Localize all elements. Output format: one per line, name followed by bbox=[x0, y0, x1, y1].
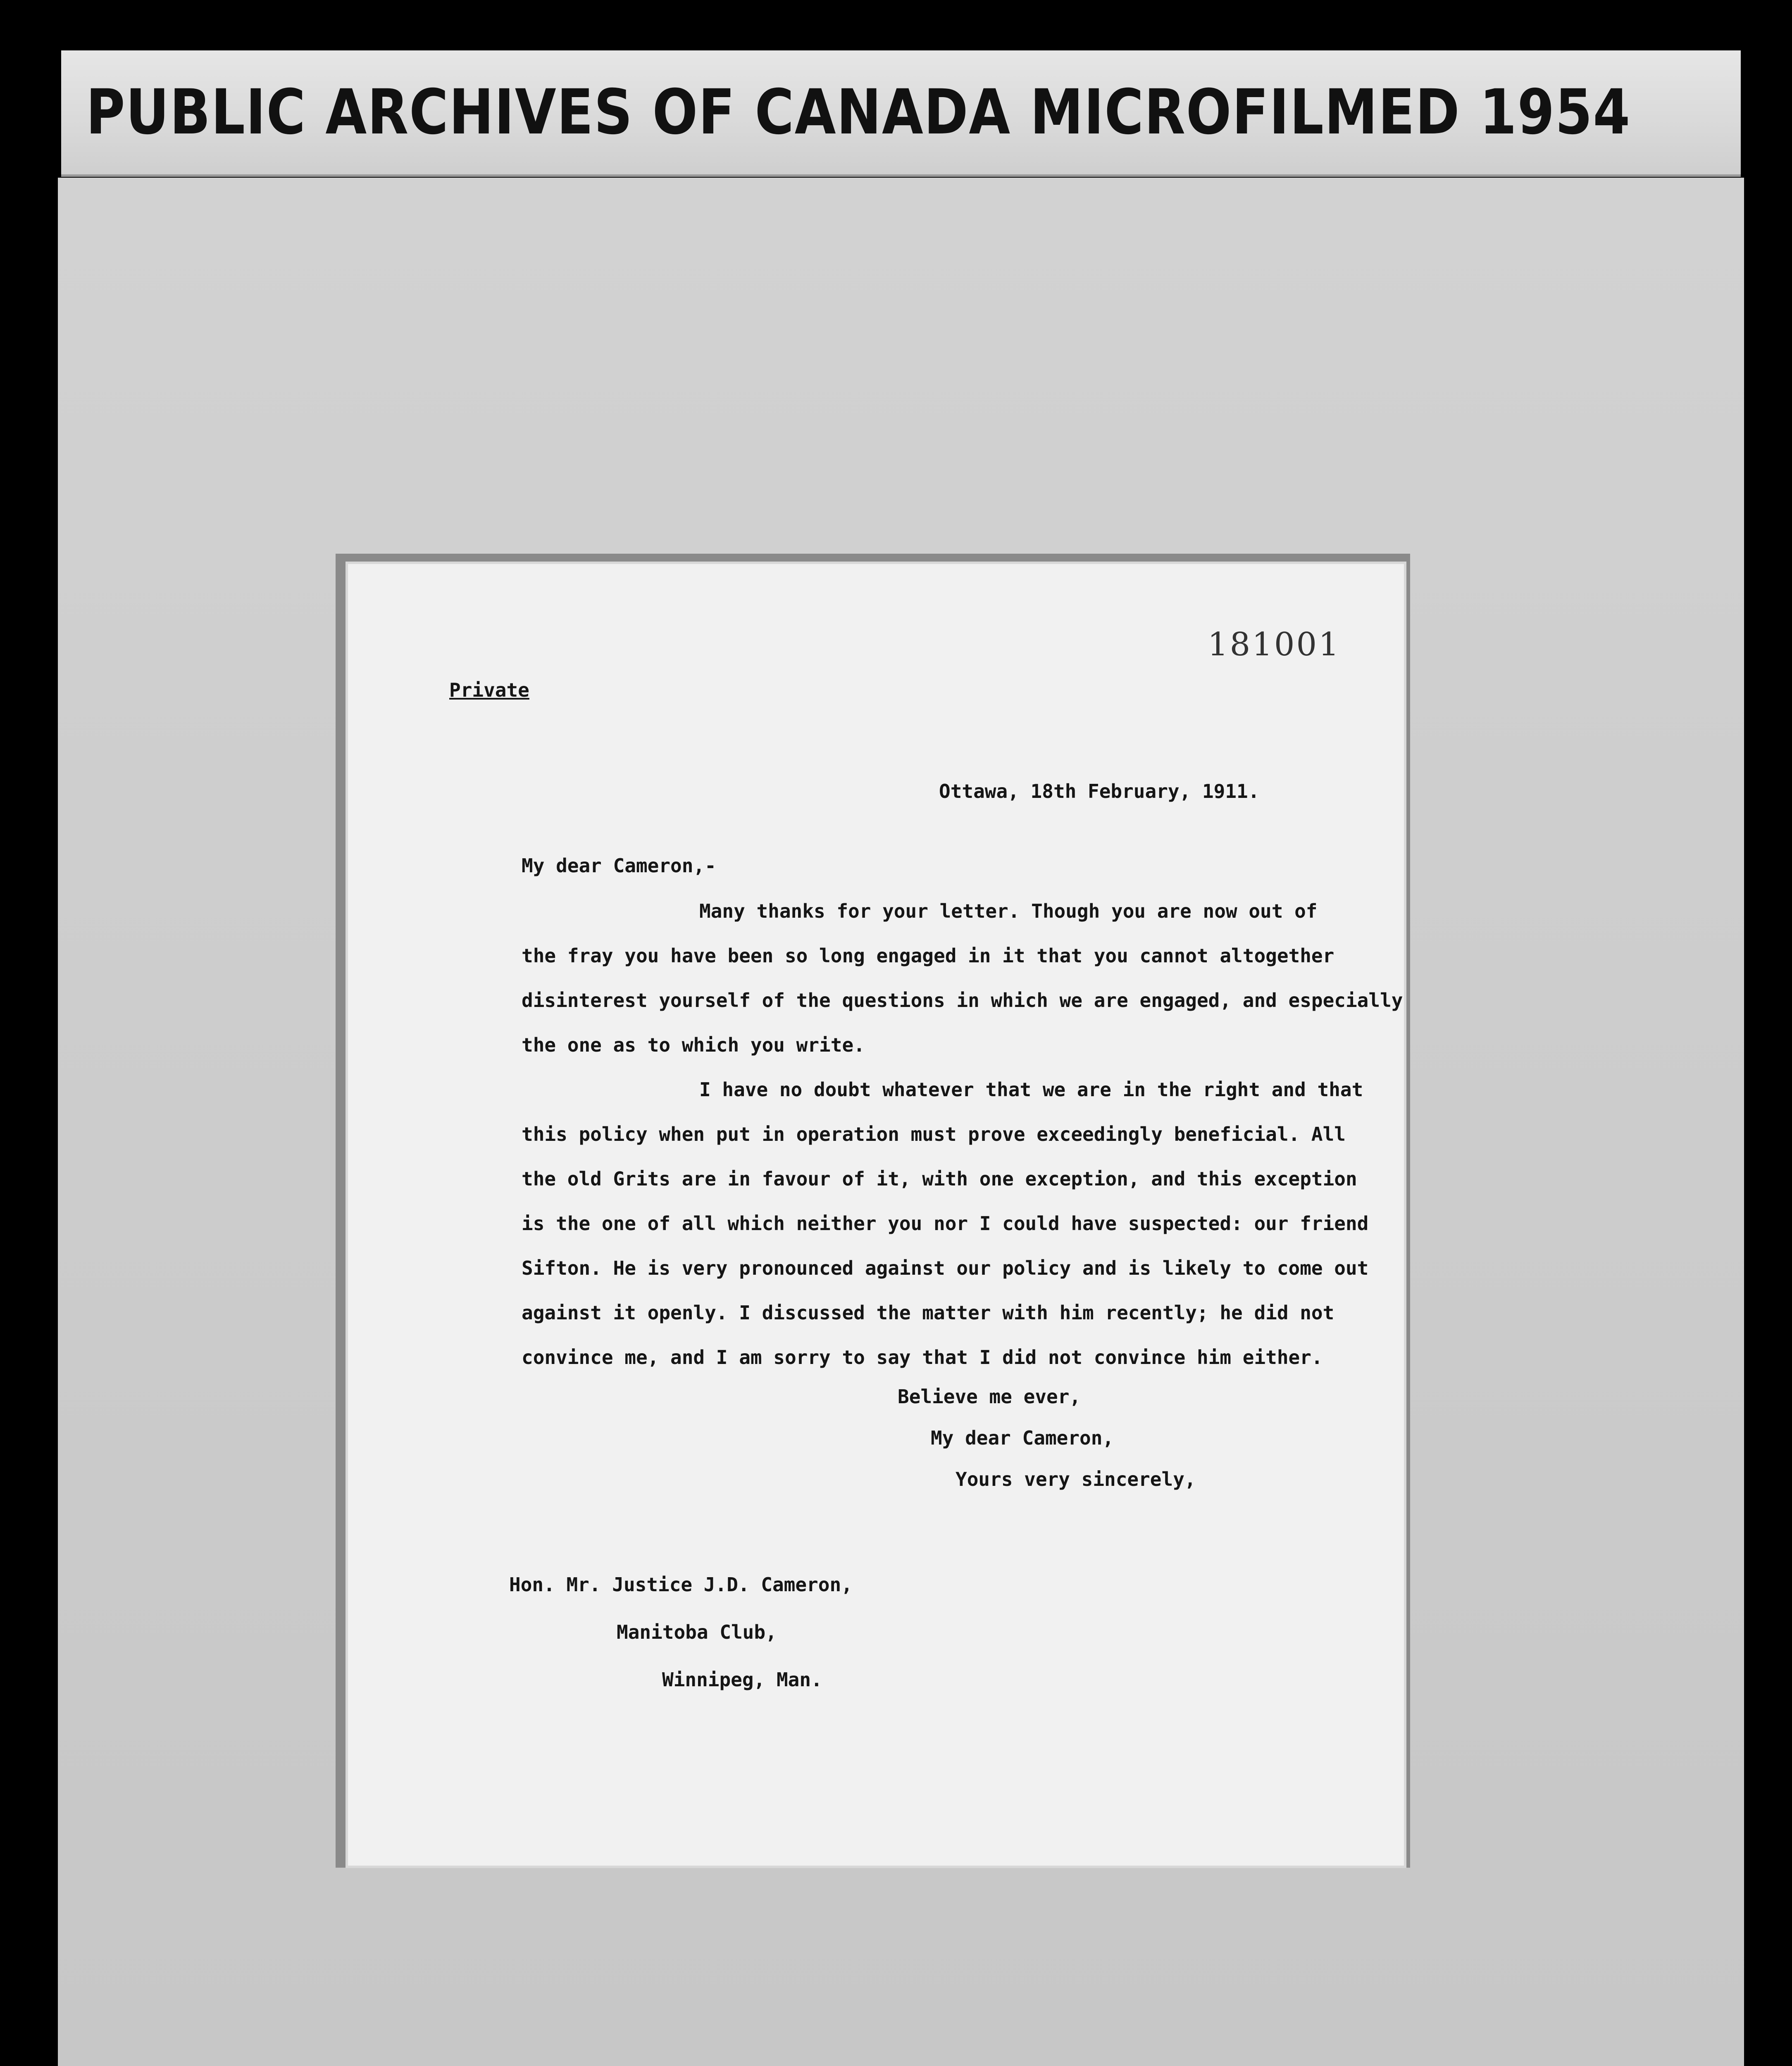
letter-sheet bbox=[348, 564, 1404, 1866]
body-line: Sifton. He is very pronounced against our policy and is likely to come out bbox=[522, 1257, 1369, 1279]
body-line: I have no doubt whatever that we are in the right and that bbox=[699, 1078, 1363, 1101]
private-marking: Private bbox=[449, 679, 529, 701]
body-line: the one as to which you write. bbox=[522, 1034, 865, 1056]
body-line: Many thanks for your letter. Though you are now out of bbox=[699, 900, 1318, 922]
salutation: My dear Cameron,- bbox=[522, 854, 716, 877]
body-line: the fray you have been so long engaged in it that you cannot altogether bbox=[522, 945, 1334, 967]
body-line: against it openly. I discussed the matter with him recently; he did not bbox=[522, 1302, 1334, 1324]
address-line: Manitoba Club, bbox=[617, 1621, 777, 1643]
body-line: disinterest yourself of the questions in which we are engaged, and especially bbox=[522, 989, 1403, 1012]
body-line: this policy when put in operation must prove exceedingly beneficial. All bbox=[522, 1123, 1346, 1145]
closing-line: Believe me ever, bbox=[898, 1385, 1081, 1408]
archive-banner-text: PUBLIC ARCHIVES OF CANADA MICROFILMED 1954 bbox=[86, 76, 1631, 148]
body-line: the old Grits are in favour of it, with one exception, and this exception bbox=[522, 1168, 1357, 1190]
address-line: Winnipeg, Man. bbox=[662, 1669, 822, 1691]
document-number: 181001 bbox=[1208, 626, 1341, 663]
address-line: Hon. Mr. Justice J.D. Cameron, bbox=[509, 1573, 853, 1596]
closing-line: Yours very sincerely, bbox=[956, 1468, 1196, 1490]
dateline: Ottawa, 18th February, 1911. bbox=[939, 780, 1260, 802]
archive-banner bbox=[61, 50, 1741, 177]
body-line: convince me, and I am sorry to say that I did not convince him either. bbox=[522, 1346, 1323, 1369]
body-line: is the one of all which neither you nor I could have suspected: our friend bbox=[522, 1212, 1369, 1235]
closing-line: My dear Cameron, bbox=[931, 1427, 1114, 1449]
